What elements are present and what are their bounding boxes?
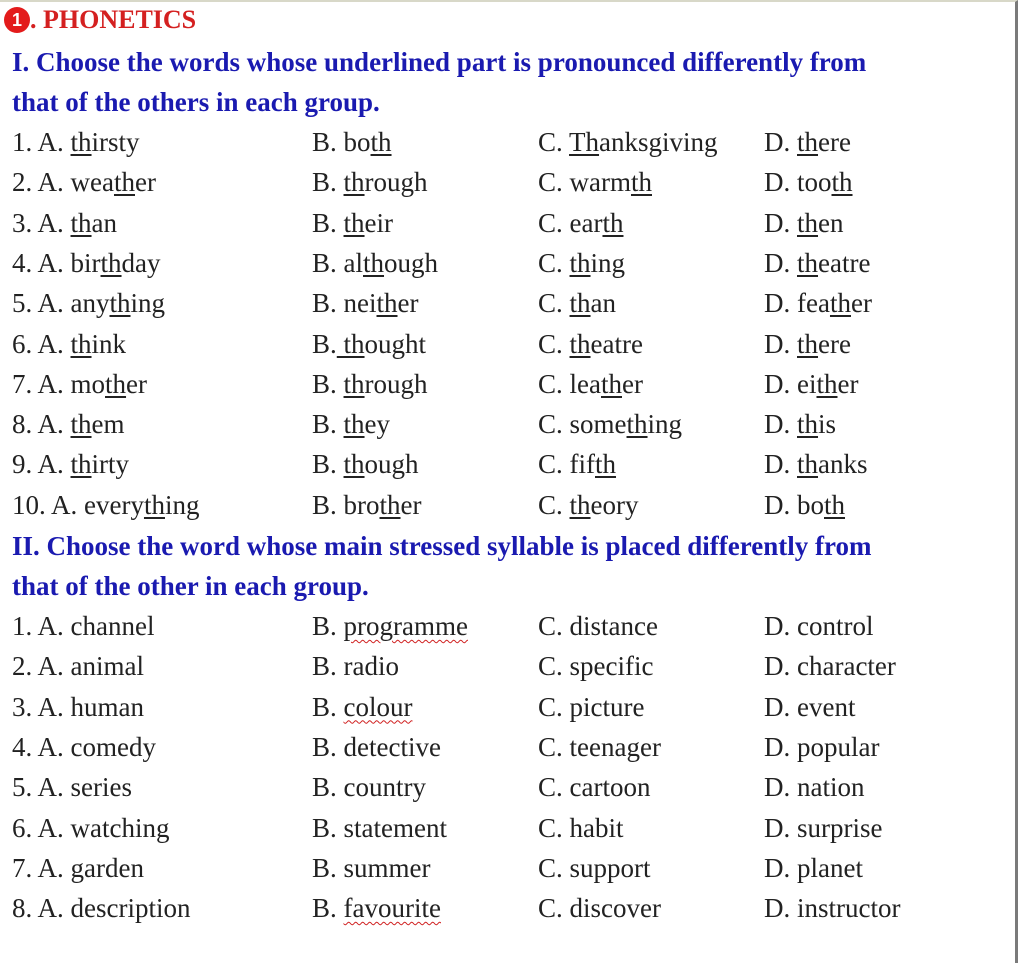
option-text: 3. A. (12, 207, 71, 238)
option-text: D. (764, 691, 797, 722)
answer-option (538, 808, 624, 848)
option-text: D. (764, 731, 797, 762)
underlined-sound: th (626, 409, 648, 440)
question-row (12, 162, 1012, 202)
answer-option (764, 888, 900, 928)
option-text: C. (538, 691, 570, 722)
question-row (12, 324, 1012, 364)
underlined-sound: th (100, 247, 122, 278)
option-text: B. (312, 812, 344, 843)
option-text: B. (312, 409, 344, 440)
option-text: irty (91, 449, 130, 480)
answer-option (12, 687, 144, 727)
section-title-text: . PHONETICS (30, 5, 197, 34)
answer-option (12, 767, 132, 807)
option-text: er (397, 288, 419, 319)
option-text: ing (130, 288, 166, 319)
option-text: D. (764, 852, 797, 883)
option-text: 6. A. (12, 812, 71, 843)
question-row (12, 727, 1012, 767)
underlined-sound: th (70, 409, 92, 440)
answer-option (12, 283, 165, 323)
option-text: eory (590, 489, 639, 520)
option-text: er (400, 489, 422, 520)
option-text: 5. A. any (12, 288, 110, 319)
option-text: D. too (764, 167, 832, 198)
question-row (12, 687, 1012, 727)
answer-option (312, 485, 422, 525)
option-text: C. (538, 812, 570, 843)
underlined-sound: th (70, 207, 92, 238)
underlined-sound: th (343, 167, 365, 198)
answer-option (12, 646, 144, 686)
option-text: B. (312, 731, 344, 762)
option-text: er (850, 288, 872, 319)
answer-option (312, 364, 428, 404)
option-text: specific (569, 651, 654, 682)
option-text: B. (312, 691, 344, 722)
question-row (12, 364, 1012, 404)
answer-option (312, 203, 393, 243)
underlined-sound: th (105, 368, 127, 399)
option-text: C. (538, 731, 570, 762)
option-text: D. (764, 328, 797, 359)
option-text: B. (312, 328, 337, 359)
option-text: en (818, 207, 844, 238)
part1-heading-line2: that of the others in each group. (12, 87, 380, 117)
option-text: er (837, 368, 859, 399)
option-text: D. (764, 611, 797, 641)
option-text: animal (70, 651, 144, 682)
underlined-sound: th (370, 127, 392, 157)
option-text: 9. A. (12, 449, 71, 480)
option-text: D. (764, 409, 797, 440)
option-text: planet (797, 852, 863, 883)
answer-option (12, 848, 144, 888)
answer-option (312, 888, 441, 928)
answer-option (764, 324, 851, 364)
option-text: D. fea (764, 288, 830, 319)
option-text: D. (764, 893, 797, 924)
option-text: C. warm (538, 167, 631, 198)
option-text: D. (764, 651, 797, 682)
option-text: watching (70, 812, 170, 843)
option-text: C. fif (538, 449, 595, 480)
underlined-sound: th (600, 368, 622, 399)
answer-option (312, 162, 428, 202)
option-text: rough (364, 368, 428, 399)
answer-option (764, 646, 896, 686)
option-text: an (91, 207, 118, 238)
option-text: C. (538, 893, 570, 924)
answer-option (538, 243, 625, 283)
option-text: B. nei (312, 288, 377, 319)
answer-option (12, 888, 191, 928)
option-text: D. ei (764, 368, 817, 399)
option-text: C. (538, 288, 570, 319)
question-row (12, 444, 1012, 484)
option-text: B. (312, 207, 344, 238)
option-text: B. (312, 368, 344, 399)
section-number-badge: 1 (4, 7, 30, 33)
question-row (12, 767, 1012, 807)
underlined-sound: th (569, 328, 591, 359)
option-text: character (797, 651, 896, 682)
option-text: anksgiving (599, 127, 718, 157)
answer-option (312, 808, 447, 848)
option-text: C. (538, 247, 570, 278)
option-text: description (70, 893, 191, 924)
underlined-sound: th (829, 288, 851, 319)
option-text: B. bo (312, 127, 371, 157)
option-text: 8. A. (12, 409, 71, 440)
option-text: 2. A. wea (12, 167, 114, 198)
question-row (12, 122, 1012, 162)
underlined-sound: th (824, 489, 846, 520)
option-text: comedy (70, 731, 156, 762)
underlined-sound: th (363, 247, 385, 278)
question-row (12, 606, 1012, 646)
question-row (12, 243, 1012, 283)
underlined-sound: th (109, 288, 131, 319)
option-text: channel (70, 611, 155, 641)
option-text: nation (797, 772, 865, 803)
option-text: 10. A. every (12, 489, 144, 520)
option-text: eatre (590, 328, 643, 359)
underlined-sound: th (816, 368, 838, 399)
option-text: habit (569, 812, 624, 843)
answer-option (12, 808, 170, 848)
answer-option (538, 485, 639, 525)
part2-heading-line2: that of the other in each group. (12, 571, 369, 601)
option-text: picture (569, 691, 645, 722)
answer-option (12, 485, 200, 525)
option-text: B. bro (312, 489, 380, 520)
underlined-sound: th (797, 127, 819, 157)
option-text: B. al (312, 247, 363, 278)
answer-option (12, 404, 125, 444)
answer-option (764, 606, 873, 646)
option-text: B. (312, 852, 344, 883)
answer-option (312, 122, 392, 162)
underlined-sound: th (343, 368, 365, 399)
underlined-sound: th (595, 449, 617, 480)
answer-option (312, 767, 426, 807)
option-text: B. (312, 611, 344, 641)
section-title (4, 4, 196, 36)
underlined-sound: th (797, 449, 819, 480)
option-text: 4. A. bir (12, 247, 101, 278)
answer-option (12, 203, 117, 243)
underlined-sound: th (70, 328, 92, 359)
option-text: detective (343, 731, 441, 762)
option-text: B. (312, 167, 344, 198)
answer-option (764, 848, 863, 888)
answer-option (764, 727, 879, 767)
option-text: distance (569, 611, 658, 641)
option-text: summer (343, 852, 431, 883)
answer-option (312, 606, 468, 646)
option-text: C. (538, 489, 570, 520)
answer-option (538, 283, 616, 323)
option-text: D. (764, 449, 797, 480)
answer-option (312, 283, 419, 323)
option-text: ey (364, 409, 391, 440)
option-text: surprise (797, 812, 883, 843)
underlined-sound: th (797, 247, 819, 278)
answer-option (12, 324, 126, 364)
answer-option (764, 808, 882, 848)
answer-option (12, 243, 161, 283)
option-text: irsty (91, 127, 140, 157)
option-text: 1. A. (12, 611, 71, 641)
option-text: teenager (569, 731, 661, 762)
option-text: event (797, 691, 856, 722)
answer-option (538, 888, 661, 928)
answer-option (764, 364, 858, 404)
answer-option (12, 162, 156, 202)
option-text: garden (70, 852, 144, 883)
question-row (12, 848, 1012, 888)
underlined-sound: th (343, 449, 365, 480)
question-row (12, 485, 1012, 525)
option-text: D. (764, 772, 797, 803)
answer-option (312, 404, 390, 444)
option-text: B. (312, 893, 344, 924)
answer-option (312, 444, 419, 484)
underlined-sound: th (569, 489, 591, 520)
answer-option (538, 203, 623, 243)
option-text: favourite (343, 893, 441, 924)
question-row (12, 283, 1012, 323)
underlined-sound: th (113, 167, 135, 198)
answer-option (12, 122, 140, 162)
option-text: country (343, 772, 426, 803)
option-text: C. (538, 772, 570, 803)
underlined-sound: th (70, 449, 92, 480)
answer-option (538, 646, 653, 686)
option-text: 3. A. (12, 691, 71, 722)
answer-option (538, 122, 718, 162)
option-text: C. lea (538, 368, 601, 399)
underlined-sound: th (630, 167, 652, 198)
answer-option (12, 444, 129, 484)
option-text: day (121, 247, 161, 278)
answer-option (764, 444, 868, 484)
part1-heading-line1: I. Choose the words whose underlined part is pronounced differently from (12, 47, 867, 77)
underlined-sound: th (376, 288, 398, 319)
option-text: ough (364, 449, 419, 480)
option-text: series (70, 772, 132, 803)
answer-option (312, 687, 413, 727)
option-text: er (622, 368, 643, 399)
option-text: B. (312, 651, 344, 682)
option-text: B. (312, 449, 344, 480)
answer-option (764, 122, 851, 162)
underlined-sound: th (569, 288, 591, 319)
answer-option (12, 606, 154, 646)
answer-option (764, 485, 845, 525)
option-text: control (797, 611, 874, 641)
underlined-sound: th (797, 409, 819, 440)
answer-option (538, 324, 643, 364)
option-text: D. bo (764, 489, 824, 520)
answer-option (12, 364, 147, 404)
option-text: instructor (797, 893, 901, 924)
underlined-sound: th (143, 489, 165, 520)
option-text: D. (764, 127, 797, 157)
option-text: statement (343, 812, 447, 843)
answer-option (538, 444, 616, 484)
option-text: ing (164, 489, 200, 520)
option-text: 6. A. (12, 328, 71, 359)
underlined-sound: th (336, 328, 365, 359)
answer-option (538, 364, 643, 404)
underlined-sound: th (569, 247, 591, 278)
option-text: 7. A. (12, 852, 71, 883)
answer-option (538, 606, 658, 646)
part2-heading-line1: II. Choose the word whose main stressed syllable is placed differently from (12, 531, 872, 561)
option-text: discover (569, 893, 661, 924)
option-text: D. (764, 812, 797, 843)
option-text: ing (590, 247, 626, 278)
option-text: 8. A. (12, 893, 71, 924)
option-text: er (126, 368, 148, 399)
option-text: C. some (538, 409, 627, 440)
answer-option (764, 767, 865, 807)
answer-option (312, 848, 431, 888)
option-text: C. (538, 852, 570, 883)
option-text: support (569, 852, 651, 883)
underlined-sound: th (343, 409, 365, 440)
option-text: er (135, 167, 156, 198)
option-text: ing (647, 409, 683, 440)
option-text: D. (764, 207, 797, 238)
underlined-sound: th (343, 207, 365, 238)
option-text: human (70, 691, 145, 722)
underlined-sound: th (602, 207, 624, 238)
answer-option (312, 324, 426, 364)
option-text: C. (538, 651, 570, 682)
answer-option (312, 646, 399, 686)
option-text: B. (312, 772, 344, 803)
answer-option (538, 848, 651, 888)
question-row (12, 808, 1012, 848)
option-text: ought (364, 328, 427, 359)
answer-option (764, 162, 853, 202)
option-text: colour (343, 691, 413, 722)
option-text: 5. A. (12, 772, 71, 803)
option-text: ink (91, 328, 127, 359)
option-text: D. (764, 247, 797, 278)
option-text: radio (343, 651, 399, 682)
underlined-sound: th (379, 489, 401, 520)
option-text: is (818, 409, 837, 440)
option-text: anks (818, 449, 868, 480)
option-text: cartoon (569, 772, 651, 803)
option-text: em (91, 409, 125, 440)
answer-option (312, 243, 438, 283)
answer-option (764, 203, 844, 243)
option-text: 2. A. (12, 651, 71, 682)
answer-option (538, 404, 682, 444)
answer-option (538, 162, 652, 202)
question-row (12, 203, 1012, 243)
option-text: eatre (818, 247, 871, 278)
option-text: rough (364, 167, 428, 198)
question-row (12, 646, 1012, 686)
answer-option (12, 727, 156, 767)
option-text: C. (538, 328, 570, 359)
answer-option (764, 243, 870, 283)
option-text: 7. A. mo (12, 368, 106, 399)
option-text: popular (797, 731, 880, 762)
option-text: ere (818, 127, 851, 157)
option-text: ough (384, 247, 439, 278)
option-text: C. (538, 127, 570, 157)
option-text: C. (538, 611, 570, 641)
underlined-sound: th (831, 167, 853, 198)
underlined-sound: th (70, 127, 92, 157)
underlined-sound: Th (569, 127, 600, 157)
option-text: C. ear (538, 207, 603, 238)
answer-option (538, 727, 661, 767)
option-text: ere (818, 328, 851, 359)
question-row (12, 404, 1012, 444)
answer-option (764, 283, 872, 323)
option-text: programme (343, 611, 468, 641)
underlined-sound: th (797, 207, 819, 238)
option-text: 4. A. (12, 731, 71, 762)
question-row (12, 888, 1012, 928)
answer-option (312, 727, 441, 767)
underlined-sound: th (797, 328, 819, 359)
answer-option (764, 687, 855, 727)
option-text: eir (364, 207, 394, 238)
answer-option (764, 404, 836, 444)
answer-option (538, 687, 644, 727)
answer-option (538, 767, 650, 807)
option-text: 1. A. (12, 127, 71, 157)
option-text: an (590, 288, 617, 319)
